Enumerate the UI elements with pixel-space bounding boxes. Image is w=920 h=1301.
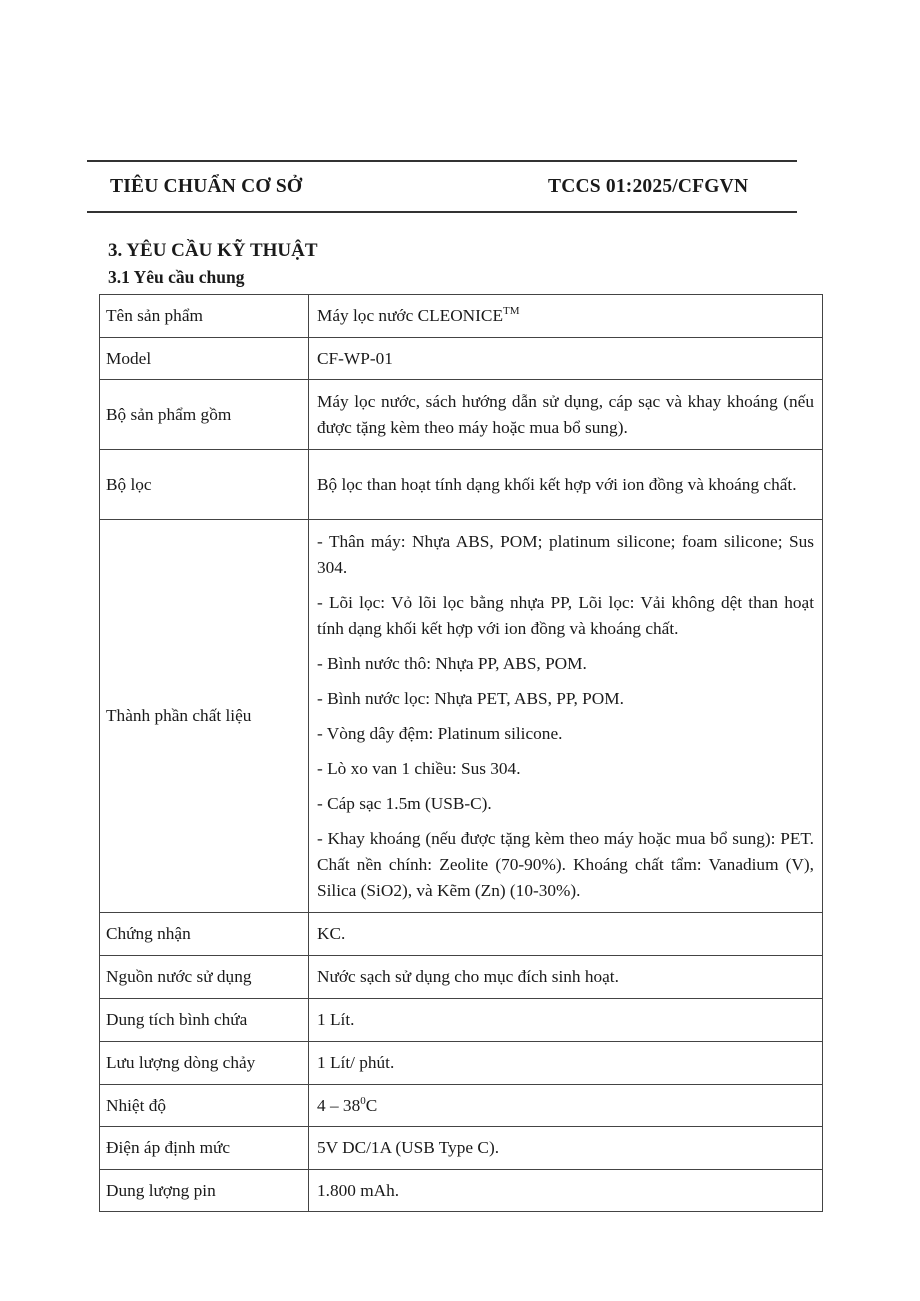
row-value-list: [309, 520, 823, 913]
subsection-title: 3.1 Yêu cầu chung: [108, 267, 245, 287]
table-row: [100, 956, 823, 999]
row-label: Nguồn nước sử dụng: [100, 956, 309, 999]
row-label: Bộ sản phẩm gồm: [100, 380, 309, 450]
row-value: Bộ lọc than hoạt tính dạng khối kết hợp với ion đồng và khoáng chất.: [309, 450, 823, 520]
table-row: [100, 338, 823, 380]
table-row: [100, 295, 823, 338]
row-value: Máy lọc nước, sách hướng dẫn sử dụng, cáp sạc và khay khoáng (nếu được tặng kèm theo máy hoặc mua bổ sung).: [309, 380, 823, 450]
list-item: - Vòng dây đệm: Platinum silicone.: [317, 723, 563, 743]
list-item: - Thân máy: Nhựa ABS, POM; platinum silicone; foam silicone; Sus 304.: [317, 531, 814, 577]
row-value: $4 - 38^0C$: [309, 1085, 823, 1127]
row-label: Thành phần chất liệu: [100, 520, 309, 913]
row-value: Máy lọc nước CLEONICE™: [309, 295, 823, 338]
list-item: - Lò xo van 1 chiều: Sus 304.: [317, 758, 521, 778]
row-value: KC.: [309, 913, 823, 956]
row-label: Điện áp định mức: [100, 1127, 309, 1170]
row-value: 5V DC/1A (USB Type C).: [309, 1127, 823, 1170]
table-row: [100, 1042, 823, 1085]
list-item: - Khay khoáng (nếu được tặng kèm theo máy hoặc mua bổ sung): PET. Chất nền chính: Zeolite (70-90%). Khoáng chất tẩm: Vanadium (V), Silica (SiO2), và Kẽm (Zn) (10-30%).: [317, 828, 814, 900]
table-row: [100, 1085, 823, 1127]
table-row: [100, 913, 823, 956]
table-row: [100, 1170, 823, 1212]
row-label: Bộ lọc: [100, 450, 309, 520]
header-bottom-rule: [87, 211, 797, 213]
row-label: Tên sản phẩm: [100, 295, 309, 338]
row-label: Model: [100, 338, 309, 380]
row-label: Lưu lượng dòng chảy: [100, 1042, 309, 1085]
list-item: - Bình nước lọc: Nhựa PET, ABS, PP, POM.: [317, 688, 624, 708]
row-label: Dung lượng pin: [100, 1170, 309, 1212]
table-row: [100, 520, 823, 913]
row-label: Nhiệt độ: [100, 1085, 309, 1127]
document-code: TCCS 01:2025/CFGVN: [548, 176, 749, 197]
section-title: 3. YÊU CẦU KỸ THUẬT: [108, 240, 318, 261]
spec-table: [99, 294, 823, 1212]
table-row: [100, 450, 823, 520]
row-value: Nước sạch sử dụng cho mục đích sinh hoạt.: [309, 956, 823, 999]
row-value: 1 Lít/ phút.: [309, 1042, 823, 1085]
table-row: [100, 1127, 823, 1170]
row-value: 1 Lít.: [309, 999, 823, 1042]
header-top-rule: [87, 160, 797, 162]
document-type: TIÊU CHUẨN CƠ SỞ: [110, 176, 303, 197]
table-row: [100, 380, 823, 450]
row-value: 1.800 mAh.: [309, 1170, 823, 1212]
table-row: [100, 999, 823, 1042]
row-label: Dung tích bình chứa: [100, 999, 309, 1042]
row-value: CF-WP-01: [309, 338, 823, 380]
list-item: - Cáp sạc 1.5m (USB-C).: [317, 793, 492, 813]
row-label: Chứng nhận: [100, 913, 309, 956]
list-item: - Lõi lọc: Vỏ lõi lọc bằng nhựa PP, Lõi lọc: Vải không dệt than hoạt tính dạng khối kết hợp với ion đồng và khoáng chất.: [317, 592, 814, 638]
list-item: - Bình nước thô: Nhựa PP, ABS, POM.: [317, 653, 587, 673]
